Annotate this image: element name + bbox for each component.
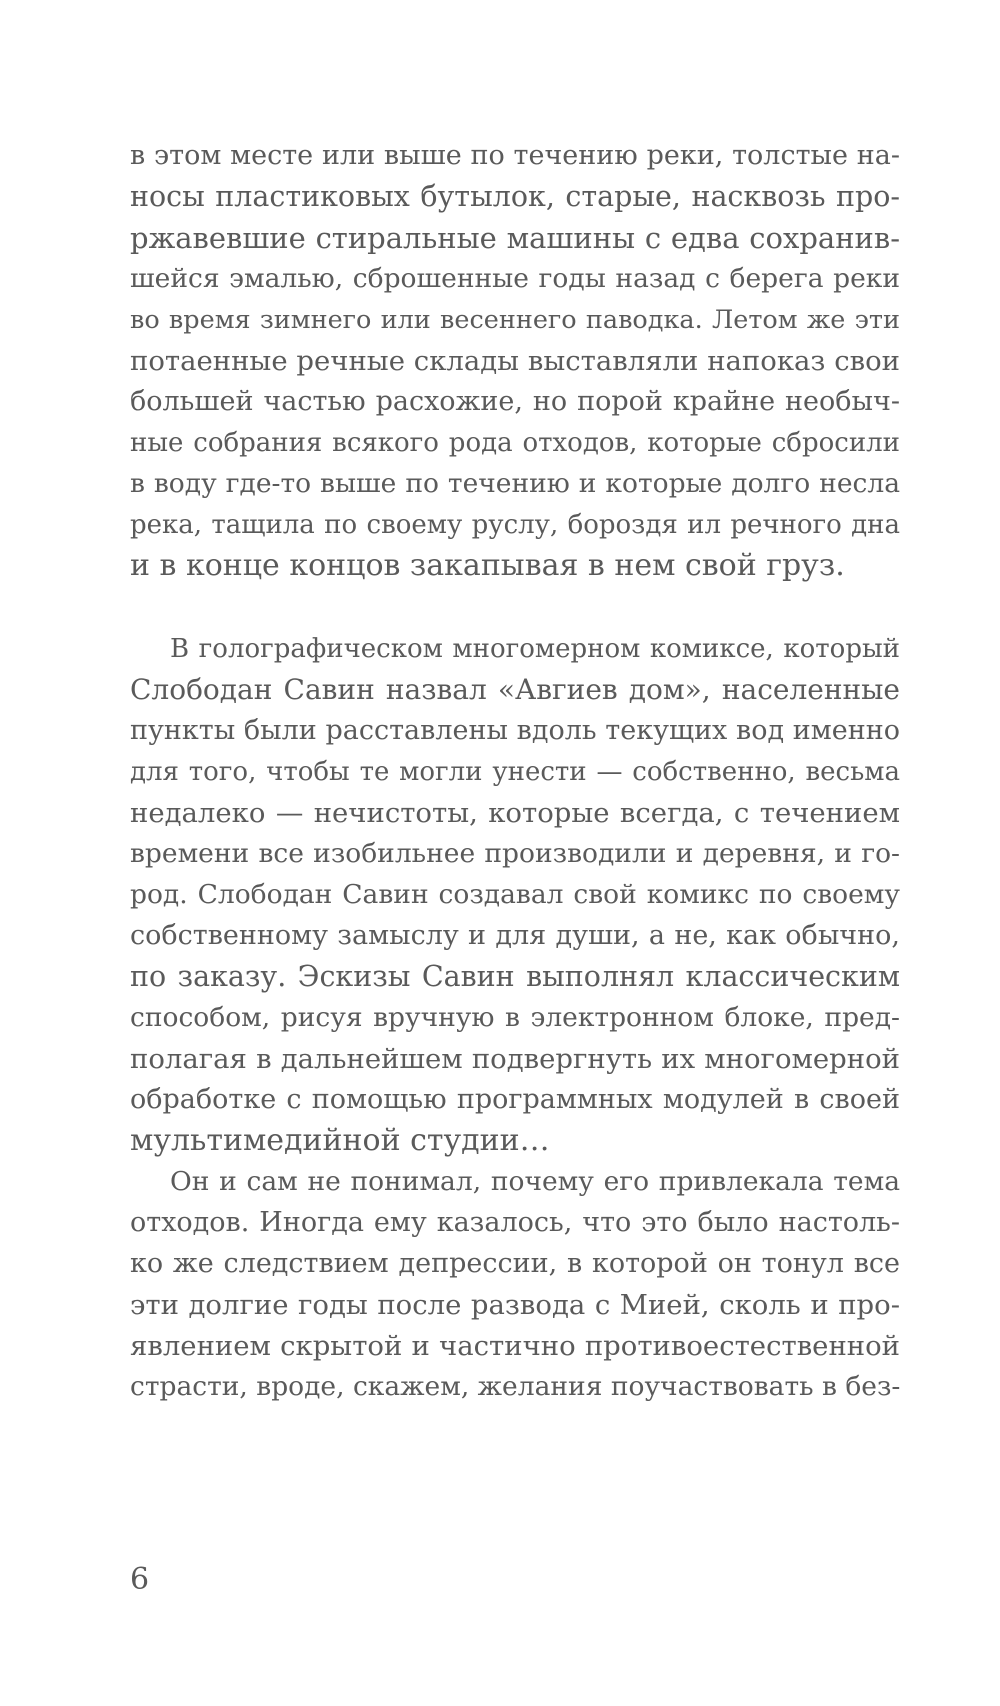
text-line: род. Слободан Савин создавал свой комикс по своему [130,879,900,910]
text-line: ные собрания всякого рода отходов, которые сбросили [130,428,900,458]
text-line: эти долгие годы после развода с Мией, сколь и про- [130,1289,900,1321]
page-number: 6 [130,1562,150,1597]
text-line: шейся эмалью, сброшенные годы назад с берега реки [130,263,900,294]
text-line: страсти, вроде, скажем, желания поучаствовать в без- [130,1371,901,1402]
text-line: способом, рисуя вручную в электронном блоке, пред- [130,1002,900,1033]
text-line: во время зимнего или весеннего паводка. Летом же эти [130,305,900,335]
text-line: ржавевшие стиральные машины с едва сохранив- [130,221,900,255]
text-line: обработке с помощью программных модулей в своей [130,1084,900,1115]
text-line: по заказу. Эскизы Савин выполнял классическим [130,960,900,993]
text-line: в этом месте или выше по течению реки, толстые на- [130,140,900,171]
text-line: недалеко — нечистоты, которые всегда, с течением [130,797,900,829]
text-line: Слободан Савин назвал «Авгиев дом», населенные [130,673,900,706]
text-line: мультимедийной студии… [130,1123,550,1158]
text-line: в воду где-то выше по течению и которые долго несла [130,468,900,499]
text-line: полагая в дальнейшем подвергнуть их многомерной [130,1043,900,1075]
text-line: река, тащила по своему руслу, бороздя ил речного дна [130,510,900,540]
text-line: собственному замыслу и для души, а не, как обычно, [130,920,900,951]
text-line: времени все изобильнее производили и деревня, и го- [130,838,900,869]
text-line: и в конце концов закапывая в нем свой груз. [130,548,845,583]
text-line: Он и сам не понимал, почему его привлекала тема [170,1166,900,1197]
text-line: носы пластиковых бутылок, старые, насквозь про- [130,180,900,213]
text-line: большей частью расхожие, но порой крайне необыч- [130,386,900,417]
text-line: потаенные речные склады выставляли напоказ свои [130,345,900,377]
text-line: для того, чтобы те могли унести — собственно, весьма [130,757,900,787]
text-line: явлением скрытой и частично противоестественной [130,1330,900,1362]
text-line: отходов. Иногда ему казалось, что это было настоль- [130,1207,900,1238]
text-line: пункты были расставлены вдоль текущих вод именно [130,715,900,746]
text-line: В голографическом многомерном комиксе, который [170,634,900,664]
text-line: ко же следствием депрессии, в которой он тонул все [130,1248,900,1279]
